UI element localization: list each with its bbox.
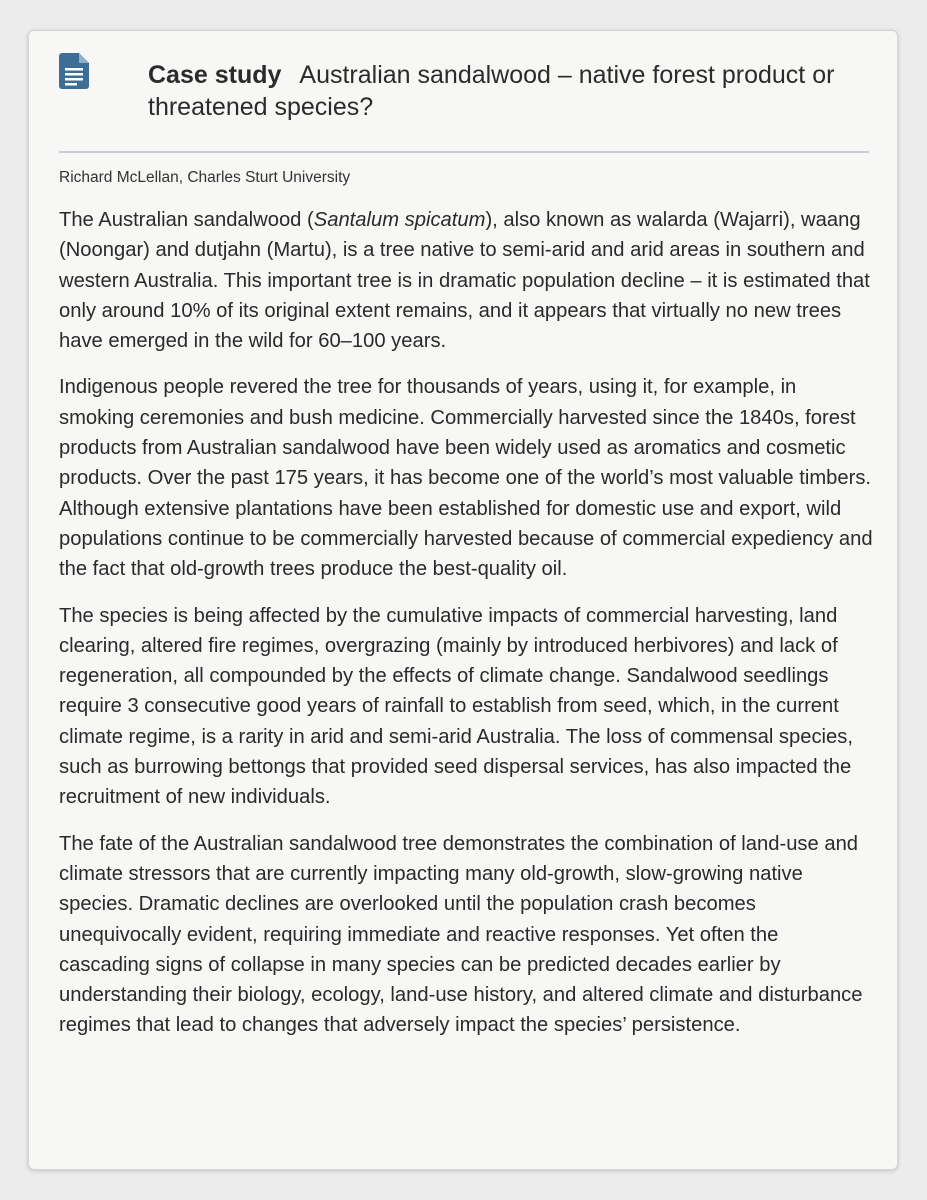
case-study-heading: Australian sandalwood – native forest product or threatened species? <box>148 61 835 121</box>
paragraph-1: The Australian sandalwood (Santalum spicatum), also known as walarda (Wajarri), waang (Noongar) and dutjahn (Martu), is a tree native to semi-arid and arid areas in southern and western Australia. This important tree is in dramatic population decline – it is estimated that only around 10% of its original extent remains, and it appears that virtually no new trees have emerged in the wild for 60–100 years. <box>59 209 870 353</box>
case-study-card <box>28 30 898 1170</box>
paragraph-4: The fate of the Australian sandalwood tree demonstrates the combination of land-use and climate stressors that are currently impacting many old-growth, slow-growing native species. Dramatic declines are overlooked until the population crash becomes unequivocally evident, requiring immediate and reactive responses. Yet often the cascading signs of collapse in many species can be predicted decades earlier by understanding their biology, ecology, land-use history, and altered climate and disturbance regimes that lead to changes that adversely impact the species’ persistence. <box>59 832 863 1037</box>
author-line: Richard McLellan, Charles Sturt University <box>59 169 351 186</box>
case-study-title <box>148 59 888 123</box>
case-study-header <box>59 53 869 133</box>
paragraph-3: The species is being affected by the cumulative impacts of commercial harvesting, land clearing, altered fire regimes, overgrazing (mainly by introduced herbivores) and lack of regeneration, all compounded by the effects of climate change. Sandalwood seedlings require 3 consecutive good years of rainfall to establish from seed, which, in the current climate regime, is a rarity in arid and semi-arid Australia. The loss of commensal species, such as burrowing bettongs that provided seed dispersal services, has also impacted the recruitment of new individuals. <box>59 604 853 809</box>
document-icon <box>59 53 89 89</box>
species-name: Santalum spicatum <box>313 209 486 231</box>
paragraph-2: Indigenous people revered the tree for thousands of years, using it, for example, in smoking ceremonies and bush medicine. Commercially harvested since the 1840s, forest products from Australian sandalwood have been widely used as aromatics and cosmetic products. Over the past 175 years, it has become one of the world’s most valuable timbers. Although extensive plantations have been established for domestic use and export, wild populations continue to be commercially harvested because of commercial expediency and the fact that old-growth trees produce the best-quality oil. <box>59 376 873 581</box>
header-divider <box>59 151 869 153</box>
article-body <box>59 205 874 1057</box>
case-study-label: Case study <box>148 61 282 89</box>
